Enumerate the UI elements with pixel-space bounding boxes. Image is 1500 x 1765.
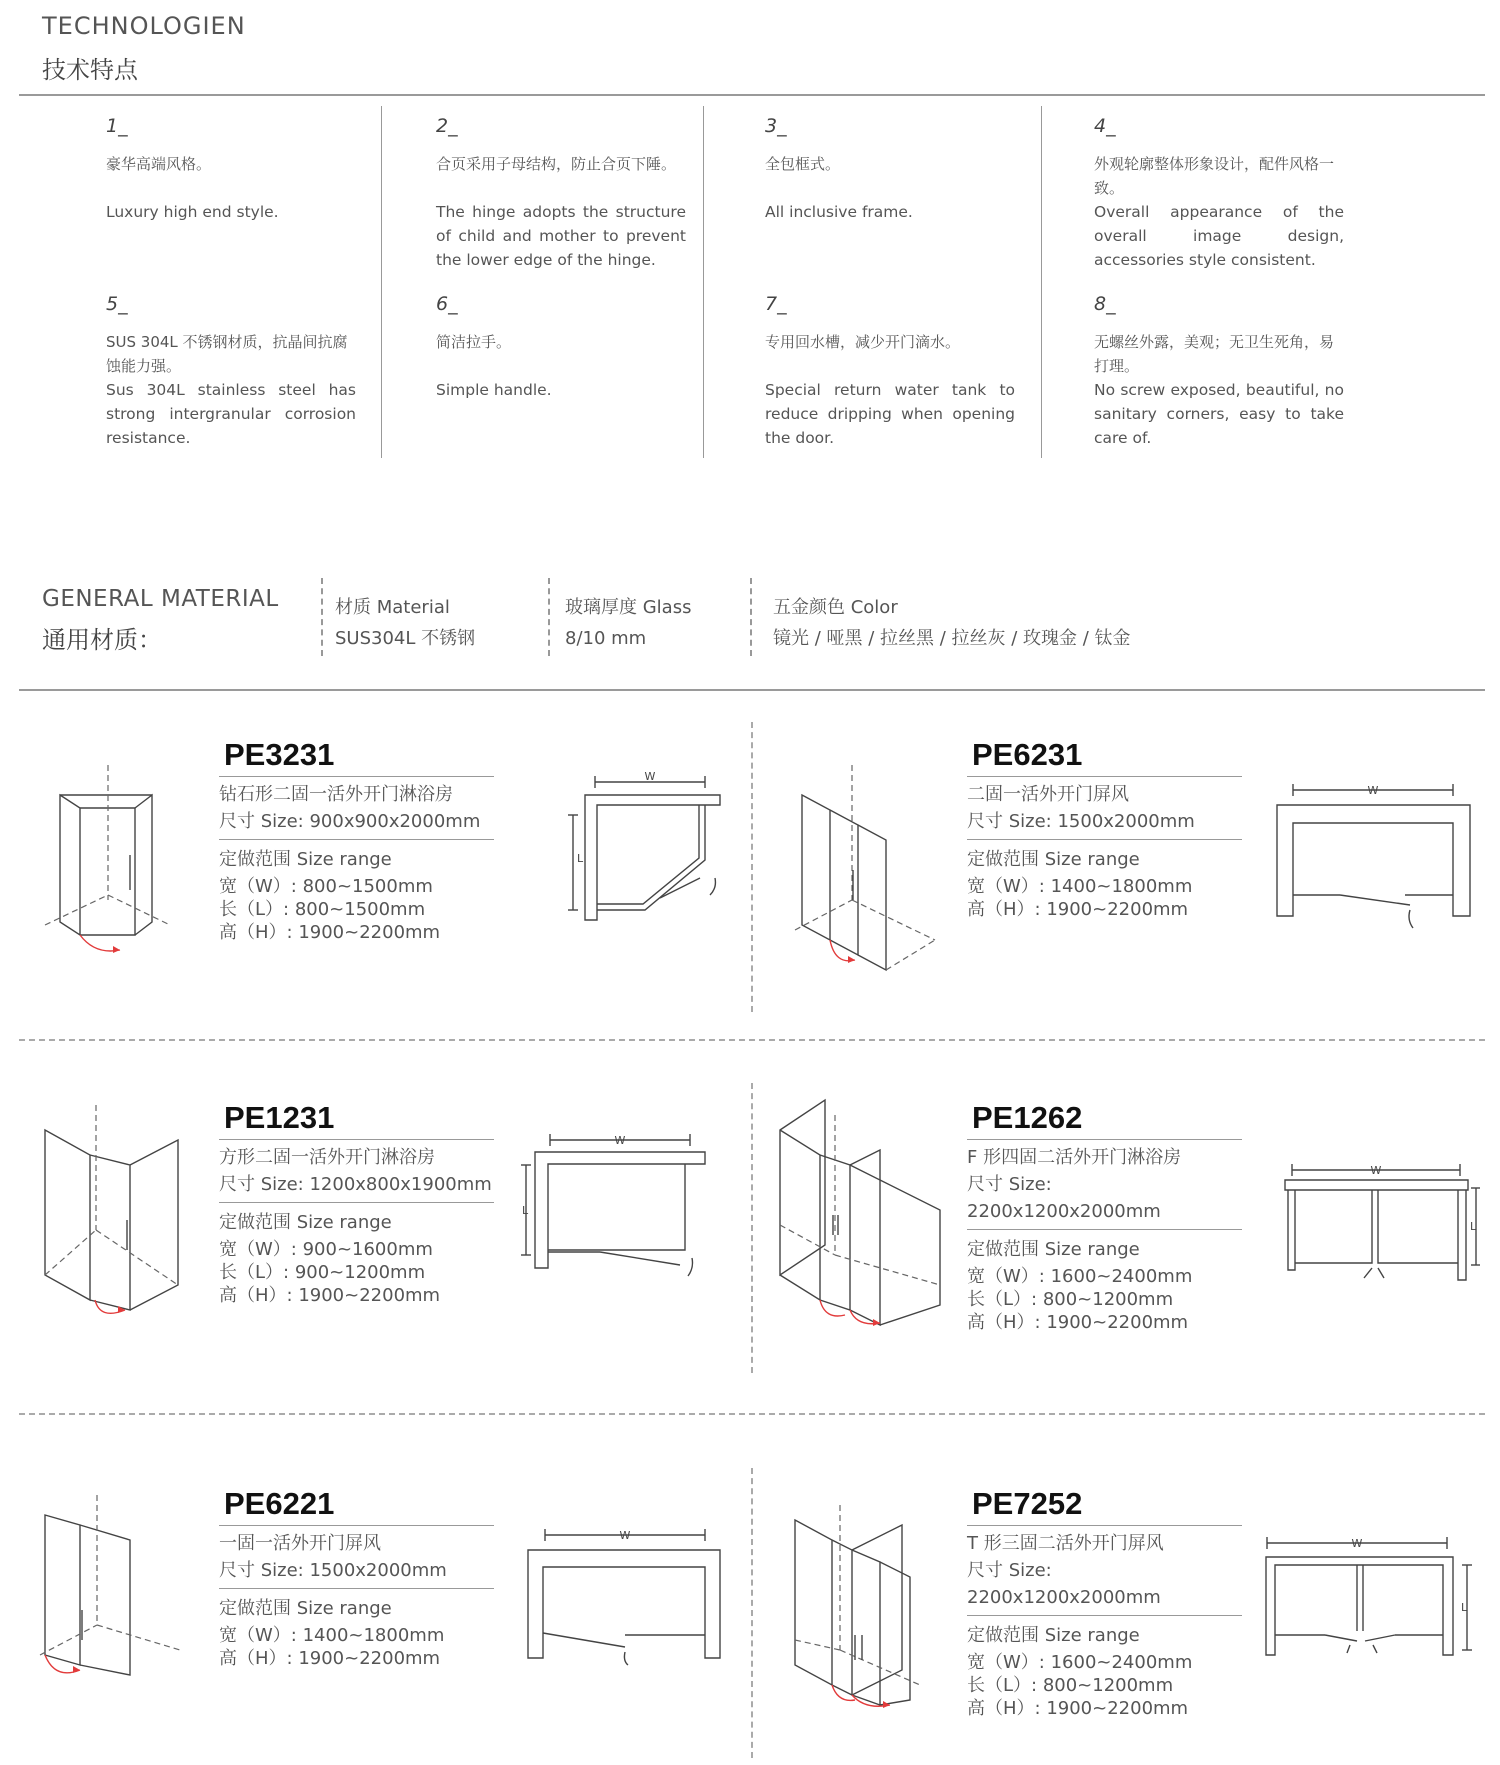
size-range-label: 定做范围 Size range xyxy=(219,849,392,870)
feature-number: 6_ xyxy=(436,293,458,315)
product-code: PE7252 xyxy=(972,1486,1083,1521)
feature-number: 8_ xyxy=(1094,293,1116,315)
width-dim-label: W xyxy=(1370,1164,1382,1177)
product-size: 尺寸 Size: 1500x2000mm xyxy=(219,1560,447,1581)
product-code: PE6231 xyxy=(972,737,1083,772)
range-length: 长（L）: 900~1200mm xyxy=(219,1262,426,1283)
pe3231-3d-drawing xyxy=(40,760,180,960)
pe6231-plan-drawing xyxy=(1275,780,1475,930)
product-spec xyxy=(967,1139,1242,1334)
material-divider-line xyxy=(19,689,1485,691)
range-width: 宽（W）: 1400~1800mm xyxy=(219,1625,445,1646)
pe3231-plan-drawing xyxy=(565,770,725,930)
pe6231-3d-drawing xyxy=(790,760,950,970)
range-width: 宽（W）: 1400~1800mm xyxy=(967,876,1193,897)
grid-divider xyxy=(19,1039,1485,1041)
feature-number: 7_ xyxy=(765,293,787,315)
range-height: 高（H）: 1900~2200mm xyxy=(967,1312,1189,1333)
feature-item xyxy=(765,292,1015,450)
range-width: 宽（W）: 900~1600mm xyxy=(219,1239,433,1260)
feature-item xyxy=(1094,292,1344,450)
feature-cn: 简洁拉手。 xyxy=(436,333,512,351)
size-range-label: 定做范围 Size range xyxy=(967,849,1140,870)
range-height: 高（H）: 1900~2200mm xyxy=(219,922,441,943)
product-spec xyxy=(219,1525,494,1670)
glass-label: 玻璃厚度 Glass xyxy=(565,597,692,618)
range-length: 长（L）: 800~1500mm xyxy=(219,899,426,920)
feature-number: 5_ xyxy=(106,293,128,315)
range-width: 宽（W）: 800~1500mm xyxy=(219,876,433,897)
feature-en: All inclusive frame. xyxy=(765,203,913,221)
product-spec xyxy=(967,776,1242,921)
product-name: 二固一活外开门屏风 xyxy=(967,784,1129,805)
material-spec xyxy=(335,592,475,654)
feature-item xyxy=(106,114,356,224)
product-code: PE1262 xyxy=(972,1100,1083,1135)
feature-number: 1_ xyxy=(106,115,128,137)
feature-number: 4_ xyxy=(1094,115,1116,137)
material-divider xyxy=(321,578,323,656)
feature-item xyxy=(106,292,356,450)
range-height: 高（H）: 1900~2200mm xyxy=(967,1698,1189,1719)
range-height: 高（H）: 1900~2200mm xyxy=(967,899,1189,920)
pe6221-plan-drawing xyxy=(525,1525,725,1665)
size-range-label: 定做范围 Size range xyxy=(219,1212,392,1233)
length-dim-label: L xyxy=(1461,1601,1468,1614)
feature-en: Simple handle. xyxy=(436,381,552,399)
pe1231-3d-drawing xyxy=(40,1100,190,1320)
material-divider xyxy=(750,578,752,656)
product-size: 尺寸 Size: 2200x1200x2000mm xyxy=(967,1560,1161,1608)
product-size: 尺寸 Size: 900x900x2000mm xyxy=(219,811,481,832)
header-divider xyxy=(19,94,1485,96)
width-dim-label: W xyxy=(1367,784,1379,797)
product-name: 一固一活外开门屏风 xyxy=(219,1533,381,1554)
product-code: PE6221 xyxy=(224,1486,335,1521)
product-name: F 形四固二活外开门淋浴房 xyxy=(967,1147,1182,1168)
pe1231-plan-drawing xyxy=(520,1130,710,1290)
glass-spec xyxy=(565,592,691,654)
pe6221-3d-drawing xyxy=(35,1490,195,1680)
size-range-label: 定做范围 Size range xyxy=(219,1598,392,1619)
product-code: PE3231 xyxy=(224,737,335,772)
feature-item xyxy=(1094,114,1344,272)
pe1262-3d-drawing xyxy=(775,1095,945,1335)
range-length: 长（L）: 800~1200mm xyxy=(967,1289,1174,1310)
product-spec xyxy=(219,776,494,944)
width-dim-label: W xyxy=(1351,1537,1363,1550)
material-divider xyxy=(548,578,550,656)
range-height: 高（H）: 1900~2200mm xyxy=(219,1285,441,1306)
grid-divider xyxy=(751,722,753,1012)
range-width: 宽（W）: 1600~2400mm xyxy=(967,1652,1193,1673)
glass-value: 8/10 mm xyxy=(565,628,647,649)
column-divider xyxy=(703,106,704,458)
feature-en: The hinge adopts the structure of child and mother to prevent the lower edge of the hinge. xyxy=(436,203,686,269)
feature-en: Special return water tank to reduce dripping when opening the door. xyxy=(765,381,1015,447)
feature-number: 2_ xyxy=(436,115,458,137)
column-divider xyxy=(381,106,382,458)
product-name: 方形二固一活外开门淋浴房 xyxy=(219,1147,435,1168)
feature-en: Overall appearance of the overall image design, accessories style consistent. xyxy=(1094,203,1344,269)
product-name: 钻石形二固一活外开门淋浴房 xyxy=(219,784,453,805)
color-value: 镜光 / 哑黑 / 拉丝黑 / 拉丝灰 / 玫瑰金 / 钛金 xyxy=(773,628,1131,649)
feature-cn: SUS 304L 不锈钢材质，抗晶间抗腐蚀能力强。 xyxy=(106,333,348,375)
feature-en: No screw exposed, beautiful, no sanitary corners, easy to take care of. xyxy=(1094,381,1344,447)
material-title-en: GENERAL MATERIAL xyxy=(42,586,279,612)
grid-divider xyxy=(751,1468,753,1758)
grid-divider xyxy=(751,1083,753,1373)
grid-divider xyxy=(19,1413,1485,1415)
width-dim-label: W xyxy=(644,770,656,783)
column-divider xyxy=(1041,106,1042,458)
feature-cn: 豪华高端风格。 xyxy=(106,155,212,173)
product-size: 尺寸 Size: 2200x1200x2000mm xyxy=(967,1174,1161,1222)
color-label: 五金颜色 Color xyxy=(773,597,898,618)
pe1262-plan-drawing xyxy=(1280,1160,1480,1300)
material-value: SUS304L 不锈钢 xyxy=(335,628,476,649)
material-label: 材质 Material xyxy=(335,597,450,618)
feature-cn: 合页采用子母结构，防止合页下陲。 xyxy=(436,155,677,173)
feature-cn: 无螺丝外露，美观；无卫生死角，易打理。 xyxy=(1094,333,1335,375)
product-code: PE1231 xyxy=(224,1100,335,1135)
section-title-en: TECHNOLOGIEN xyxy=(42,12,246,40)
range-length: 长（L）: 800~1200mm xyxy=(967,1675,1174,1696)
product-spec xyxy=(967,1525,1242,1720)
range-width: 宽（W）: 1600~2400mm xyxy=(967,1266,1193,1287)
product-spec xyxy=(219,1139,494,1307)
width-dim-label: W xyxy=(619,1529,631,1542)
length-dim-label: L xyxy=(522,1204,529,1217)
width-dim-label: W xyxy=(614,1134,626,1147)
size-range-label: 定做范围 Size range xyxy=(967,1625,1140,1646)
feature-en: Sus 304L stainless steel has strong intergranular corrosion resistance. xyxy=(106,381,356,447)
feature-item xyxy=(765,114,1015,224)
material-title-cn: 通用材质： xyxy=(42,626,162,654)
feature-cn: 专用回水槽，减少开门滴水。 xyxy=(765,333,961,351)
pe7252-plan-drawing xyxy=(1265,1535,1475,1665)
color-spec xyxy=(773,592,1131,654)
length-dim-label: L xyxy=(1470,1220,1477,1233)
product-size: 尺寸 Size: 1500x2000mm xyxy=(967,811,1195,832)
feature-item xyxy=(436,292,686,402)
range-height: 高（H）: 1900~2200mm xyxy=(219,1648,441,1669)
product-name: T 形三固二活外开门屏风 xyxy=(967,1533,1164,1554)
feature-cn: 外观轮廓整体形象设计，配件风格一致。 xyxy=(1094,155,1335,197)
feature-number: 3_ xyxy=(765,115,787,137)
product-size: 尺寸 Size: 1200x800x1900mm xyxy=(219,1174,492,1195)
feature-en: Luxury high end style. xyxy=(106,203,279,221)
pe7252-3d-drawing xyxy=(790,1500,960,1710)
length-dim-label: L xyxy=(577,852,584,865)
section-title-cn: 技术特点 xyxy=(42,56,138,84)
size-range-label: 定做范围 Size range xyxy=(967,1239,1140,1260)
feature-cn: 全包框式。 xyxy=(765,155,841,173)
feature-item xyxy=(436,114,686,272)
